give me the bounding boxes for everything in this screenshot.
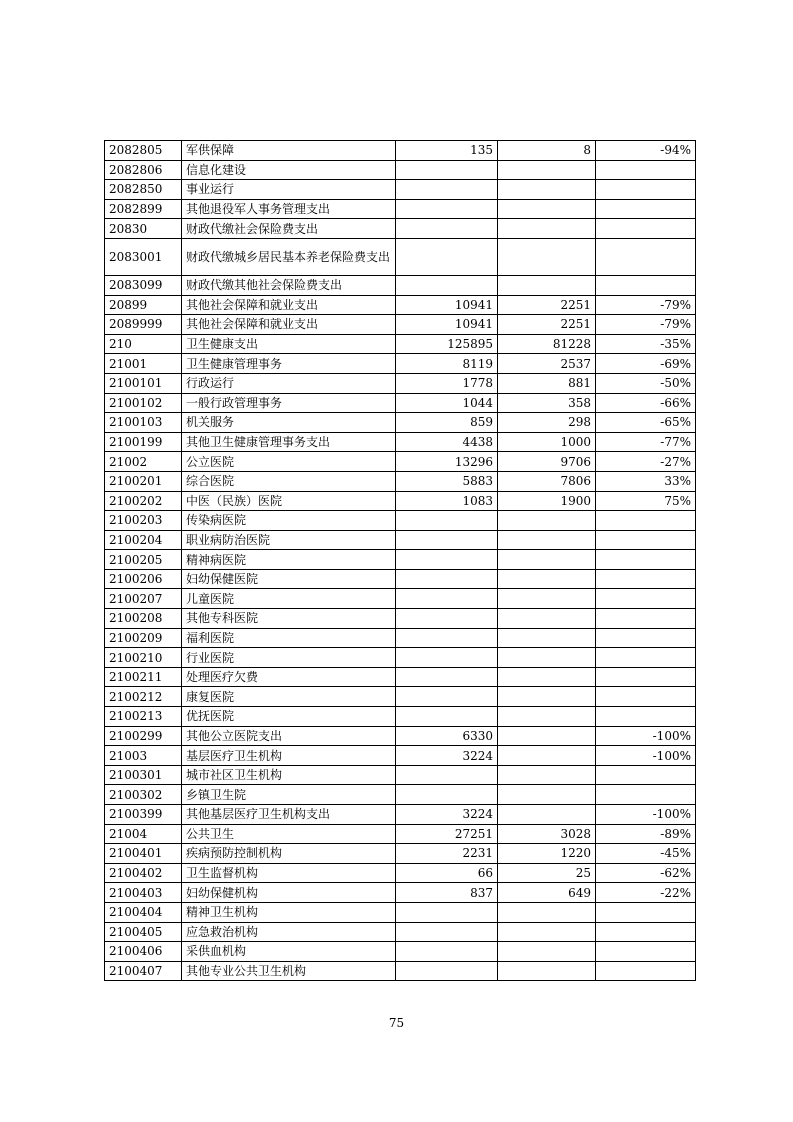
cell-code: 2100204 bbox=[105, 530, 182, 550]
cell-code: 2100401 bbox=[105, 844, 182, 864]
cell-amount-b bbox=[498, 530, 596, 550]
table-row bbox=[105, 550, 696, 570]
cell-name: 信息化建设 bbox=[182, 160, 396, 180]
cell-name: 康复医院 bbox=[182, 687, 396, 707]
cell-name: 精神病医院 bbox=[182, 550, 396, 570]
cell-name: 基层医疗卫生机构 bbox=[182, 746, 396, 766]
table-row bbox=[105, 844, 696, 864]
cell-amount-a bbox=[396, 942, 498, 962]
table-row bbox=[105, 511, 696, 531]
cell-code: 2100302 bbox=[105, 785, 182, 805]
cell-change-pct bbox=[596, 667, 696, 687]
cell-amount-a: 837 bbox=[396, 883, 498, 903]
cell-name: 其他专科医院 bbox=[182, 609, 396, 629]
cell-name: 其他社会保障和就业支出 bbox=[182, 295, 396, 315]
cell-change-pct bbox=[596, 942, 696, 962]
cell-name: 军供保障 bbox=[182, 141, 396, 161]
cell-amount-a bbox=[396, 219, 498, 239]
cell-change-pct bbox=[596, 219, 696, 239]
cell-code: 2100202 bbox=[105, 491, 182, 511]
table-row bbox=[105, 141, 696, 161]
cell-amount-a bbox=[396, 609, 498, 629]
cell-amount-b bbox=[498, 238, 596, 275]
table-row bbox=[105, 354, 696, 374]
table-row bbox=[105, 961, 696, 981]
cell-change-pct bbox=[596, 961, 696, 981]
cell-change-pct bbox=[596, 765, 696, 785]
cell-change-pct bbox=[596, 902, 696, 922]
cell-code: 2082899 bbox=[105, 199, 182, 219]
table-row bbox=[105, 609, 696, 629]
cell-amount-b bbox=[498, 922, 596, 942]
budget-table bbox=[104, 140, 696, 981]
cell-amount-a bbox=[396, 902, 498, 922]
cell-change-pct: -100% bbox=[596, 805, 696, 825]
cell-code: 21004 bbox=[105, 824, 182, 844]
cell-amount-b: 2537 bbox=[498, 354, 596, 374]
cell-amount-b: 2251 bbox=[498, 315, 596, 335]
cell-amount-b: 7806 bbox=[498, 471, 596, 491]
cell-amount-a: 4438 bbox=[396, 432, 498, 452]
table-row bbox=[105, 471, 696, 491]
cell-amount-a: 13296 bbox=[396, 452, 498, 472]
cell-code: 2100213 bbox=[105, 707, 182, 727]
cell-name: 其他退役军人事务管理支出 bbox=[182, 199, 396, 219]
cell-code: 2100206 bbox=[105, 569, 182, 589]
cell-change-pct bbox=[596, 238, 696, 275]
cell-change-pct: -79% bbox=[596, 315, 696, 335]
cell-code: 21001 bbox=[105, 354, 182, 374]
cell-amount-a: 6330 bbox=[396, 726, 498, 746]
cell-amount-a: 1083 bbox=[396, 491, 498, 511]
cell-code: 2100399 bbox=[105, 805, 182, 825]
cell-amount-b bbox=[498, 569, 596, 589]
cell-amount-b bbox=[498, 961, 596, 981]
cell-amount-a: 135 bbox=[396, 141, 498, 161]
cell-code: 2100402 bbox=[105, 863, 182, 883]
cell-amount-b: 298 bbox=[498, 413, 596, 433]
cell-code: 2100404 bbox=[105, 902, 182, 922]
cell-amount-b bbox=[498, 687, 596, 707]
cell-change-pct: 75% bbox=[596, 491, 696, 511]
cell-name: 公立医院 bbox=[182, 452, 396, 472]
cell-amount-a bbox=[396, 589, 498, 609]
cell-change-pct: -65% bbox=[596, 413, 696, 433]
cell-name: 其他专业公共卫生机构 bbox=[182, 961, 396, 981]
cell-amount-a: 5883 bbox=[396, 471, 498, 491]
cell-change-pct bbox=[596, 275, 696, 295]
cell-name: 综合医院 bbox=[182, 471, 396, 491]
table-row bbox=[105, 805, 696, 825]
cell-change-pct: -77% bbox=[596, 432, 696, 452]
cell-change-pct bbox=[596, 511, 696, 531]
cell-amount-b: 1220 bbox=[498, 844, 596, 864]
cell-amount-a: 1044 bbox=[396, 393, 498, 413]
cell-name: 卫生健康支出 bbox=[182, 334, 396, 354]
cell-code: 2100212 bbox=[105, 687, 182, 707]
cell-amount-b: 1900 bbox=[498, 491, 596, 511]
cell-name: 一般行政管理事务 bbox=[182, 393, 396, 413]
cell-code: 2082805 bbox=[105, 141, 182, 161]
cell-amount-b bbox=[498, 785, 596, 805]
cell-code: 2100102 bbox=[105, 393, 182, 413]
cell-amount-b: 8 bbox=[498, 141, 596, 161]
table-row bbox=[105, 785, 696, 805]
cell-code: 2100209 bbox=[105, 628, 182, 648]
cell-amount-a bbox=[396, 785, 498, 805]
cell-name: 乡镇卫生院 bbox=[182, 785, 396, 805]
cell-code: 2100299 bbox=[105, 726, 182, 746]
cell-change-pct: -62% bbox=[596, 863, 696, 883]
table-row bbox=[105, 275, 696, 295]
cell-name: 卫生监督机构 bbox=[182, 863, 396, 883]
cell-change-pct: -89% bbox=[596, 824, 696, 844]
table-row bbox=[105, 746, 696, 766]
cell-amount-b bbox=[498, 765, 596, 785]
cell-amount-a: 27251 bbox=[396, 824, 498, 844]
cell-change-pct bbox=[596, 160, 696, 180]
cell-change-pct: -27% bbox=[596, 452, 696, 472]
cell-amount-b bbox=[498, 667, 596, 687]
cell-name: 优抚医院 bbox=[182, 707, 396, 727]
cell-amount-b: 881 bbox=[498, 373, 596, 393]
cell-change-pct bbox=[596, 785, 696, 805]
cell-change-pct bbox=[596, 922, 696, 942]
table-row bbox=[105, 863, 696, 883]
cell-amount-a: 1778 bbox=[396, 373, 498, 393]
cell-amount-b bbox=[498, 609, 596, 629]
cell-amount-a bbox=[396, 160, 498, 180]
cell-amount-a: 3224 bbox=[396, 805, 498, 825]
cell-amount-a: 66 bbox=[396, 863, 498, 883]
cell-name: 行业医院 bbox=[182, 648, 396, 668]
cell-change-pct: -45% bbox=[596, 844, 696, 864]
cell-change-pct: -22% bbox=[596, 883, 696, 903]
table-row bbox=[105, 765, 696, 785]
cell-change-pct bbox=[596, 707, 696, 727]
cell-change-pct bbox=[596, 569, 696, 589]
cell-amount-a: 10941 bbox=[396, 315, 498, 335]
cell-name: 处理医疗欠费 bbox=[182, 667, 396, 687]
cell-amount-b: 1000 bbox=[498, 432, 596, 452]
table-row bbox=[105, 334, 696, 354]
cell-amount-b: 2251 bbox=[498, 295, 596, 315]
cell-change-pct: -79% bbox=[596, 295, 696, 315]
cell-change-pct bbox=[596, 609, 696, 629]
cell-amount-b bbox=[498, 902, 596, 922]
cell-name: 财政代缴其他社会保险费支出 bbox=[182, 275, 396, 295]
cell-amount-a: 125895 bbox=[396, 334, 498, 354]
cell-amount-b bbox=[498, 942, 596, 962]
cell-name: 应急救治机构 bbox=[182, 922, 396, 942]
table-row bbox=[105, 902, 696, 922]
cell-amount-a bbox=[396, 180, 498, 200]
cell-amount-b: 81228 bbox=[498, 334, 596, 354]
cell-amount-a bbox=[396, 511, 498, 531]
table-row bbox=[105, 432, 696, 452]
cell-code: 2083001 bbox=[105, 238, 182, 275]
table-row bbox=[105, 628, 696, 648]
cell-code: 2100406 bbox=[105, 942, 182, 962]
table-row bbox=[105, 922, 696, 942]
cell-change-pct bbox=[596, 530, 696, 550]
cell-name: 卫生健康管理事务 bbox=[182, 354, 396, 374]
cell-name: 城市社区卫生机构 bbox=[182, 765, 396, 785]
cell-code: 2100403 bbox=[105, 883, 182, 903]
cell-amount-b bbox=[498, 275, 596, 295]
table-row bbox=[105, 530, 696, 550]
cell-name: 其他基层医疗卫生机构支出 bbox=[182, 805, 396, 825]
table-row bbox=[105, 413, 696, 433]
cell-code: 20830 bbox=[105, 219, 182, 239]
cell-amount-a bbox=[396, 199, 498, 219]
cell-change-pct: -50% bbox=[596, 373, 696, 393]
table-row bbox=[105, 883, 696, 903]
cell-amount-a: 2231 bbox=[396, 844, 498, 864]
cell-amount-b: 3028 bbox=[498, 824, 596, 844]
cell-amount-a bbox=[396, 238, 498, 275]
cell-change-pct: -69% bbox=[596, 354, 696, 374]
cell-amount-a bbox=[396, 667, 498, 687]
cell-name: 其他社会保障和就业支出 bbox=[182, 315, 396, 335]
cell-code: 2100207 bbox=[105, 589, 182, 609]
cell-amount-a: 3224 bbox=[396, 746, 498, 766]
cell-amount-a bbox=[396, 707, 498, 727]
cell-change-pct bbox=[596, 687, 696, 707]
table-row bbox=[105, 199, 696, 219]
cell-change-pct bbox=[596, 628, 696, 648]
table-row bbox=[105, 491, 696, 511]
table-row bbox=[105, 180, 696, 200]
cell-name: 财政代缴城乡居民基本养老保险费支出 bbox=[182, 238, 396, 275]
table-row bbox=[105, 707, 696, 727]
cell-name: 妇幼保健机构 bbox=[182, 883, 396, 903]
cell-name: 机关服务 bbox=[182, 413, 396, 433]
cell-code: 2100101 bbox=[105, 373, 182, 393]
cell-change-pct bbox=[596, 180, 696, 200]
cell-name: 行政运行 bbox=[182, 373, 396, 393]
cell-code: 210 bbox=[105, 334, 182, 354]
cell-code: 2100210 bbox=[105, 648, 182, 668]
cell-amount-a bbox=[396, 530, 498, 550]
table-row bbox=[105, 687, 696, 707]
cell-code: 2100205 bbox=[105, 550, 182, 570]
cell-change-pct: -100% bbox=[596, 726, 696, 746]
cell-name: 福利医院 bbox=[182, 628, 396, 648]
table-row bbox=[105, 315, 696, 335]
budget-table-body bbox=[105, 141, 696, 981]
cell-code: 2100211 bbox=[105, 667, 182, 687]
cell-code: 2089999 bbox=[105, 315, 182, 335]
cell-amount-b: 9706 bbox=[498, 452, 596, 472]
cell-amount-a bbox=[396, 687, 498, 707]
cell-name: 采供血机构 bbox=[182, 942, 396, 962]
cell-change-pct bbox=[596, 199, 696, 219]
cell-amount-a bbox=[396, 628, 498, 648]
cell-amount-a bbox=[396, 961, 498, 981]
table-row bbox=[105, 667, 696, 687]
cell-code: 2100407 bbox=[105, 961, 182, 981]
cell-amount-b bbox=[498, 180, 596, 200]
cell-amount-b bbox=[498, 746, 596, 766]
cell-name: 传染病医院 bbox=[182, 511, 396, 531]
table-row bbox=[105, 160, 696, 180]
cell-name: 精神卫生机构 bbox=[182, 902, 396, 922]
cell-code: 2100208 bbox=[105, 609, 182, 629]
cell-amount-b: 25 bbox=[498, 863, 596, 883]
table-row bbox=[105, 238, 696, 275]
table-row bbox=[105, 589, 696, 609]
table-row bbox=[105, 373, 696, 393]
cell-change-pct: -100% bbox=[596, 746, 696, 766]
cell-amount-a bbox=[396, 922, 498, 942]
cell-amount-b bbox=[498, 805, 596, 825]
cell-name: 中医（民族）医院 bbox=[182, 491, 396, 511]
cell-amount-b bbox=[498, 199, 596, 219]
table-row bbox=[105, 569, 696, 589]
cell-code: 2100301 bbox=[105, 765, 182, 785]
cell-name: 儿童医院 bbox=[182, 589, 396, 609]
cell-change-pct bbox=[596, 648, 696, 668]
cell-amount-a: 8119 bbox=[396, 354, 498, 374]
cell-name: 其他公立医院支出 bbox=[182, 726, 396, 746]
cell-change-pct bbox=[596, 550, 696, 570]
page-number: 75 bbox=[388, 1016, 405, 1030]
cell-change-pct: -66% bbox=[596, 393, 696, 413]
cell-change-pct: -94% bbox=[596, 141, 696, 161]
cell-name: 公共卫生 bbox=[182, 824, 396, 844]
cell-amount-b bbox=[498, 511, 596, 531]
cell-amount-a: 859 bbox=[396, 413, 498, 433]
cell-amount-b bbox=[498, 628, 596, 648]
cell-amount-b bbox=[498, 160, 596, 180]
cell-amount-a bbox=[396, 275, 498, 295]
cell-amount-b bbox=[498, 589, 596, 609]
cell-amount-b bbox=[498, 550, 596, 570]
cell-amount-b bbox=[498, 648, 596, 668]
cell-name: 事业运行 bbox=[182, 180, 396, 200]
cell-name: 财政代缴社会保险费支出 bbox=[182, 219, 396, 239]
cell-change-pct: 33% bbox=[596, 471, 696, 491]
table-row bbox=[105, 452, 696, 472]
cell-code: 2082850 bbox=[105, 180, 182, 200]
table-row bbox=[105, 726, 696, 746]
table-row bbox=[105, 942, 696, 962]
table-row bbox=[105, 648, 696, 668]
cell-amount-a bbox=[396, 648, 498, 668]
cell-code: 2083099 bbox=[105, 275, 182, 295]
cell-amount-a bbox=[396, 550, 498, 570]
cell-code: 2100103 bbox=[105, 413, 182, 433]
cell-amount-b: 358 bbox=[498, 393, 596, 413]
cell-name: 妇幼保健医院 bbox=[182, 569, 396, 589]
cell-code: 21003 bbox=[105, 746, 182, 766]
table-row bbox=[105, 393, 696, 413]
cell-code: 2100199 bbox=[105, 432, 182, 452]
cell-amount-b bbox=[498, 707, 596, 727]
cell-code: 21002 bbox=[105, 452, 182, 472]
cell-name: 疾病预防控制机构 bbox=[182, 844, 396, 864]
cell-amount-b bbox=[498, 726, 596, 746]
cell-amount-a: 10941 bbox=[396, 295, 498, 315]
cell-change-pct: -35% bbox=[596, 334, 696, 354]
cell-name: 其他卫生健康管理事务支出 bbox=[182, 432, 396, 452]
table-row bbox=[105, 219, 696, 239]
cell-code: 2100203 bbox=[105, 511, 182, 531]
cell-change-pct bbox=[596, 589, 696, 609]
cell-code: 2100201 bbox=[105, 471, 182, 491]
cell-code: 2100405 bbox=[105, 922, 182, 942]
cell-amount-b: 649 bbox=[498, 883, 596, 903]
cell-amount-a bbox=[396, 765, 498, 785]
table-row bbox=[105, 295, 696, 315]
cell-amount-a bbox=[396, 569, 498, 589]
cell-amount-b bbox=[498, 219, 596, 239]
table-row bbox=[105, 824, 696, 844]
cell-name: 职业病防治医院 bbox=[182, 530, 396, 550]
cell-code: 2082806 bbox=[105, 160, 182, 180]
cell-code: 20899 bbox=[105, 295, 182, 315]
